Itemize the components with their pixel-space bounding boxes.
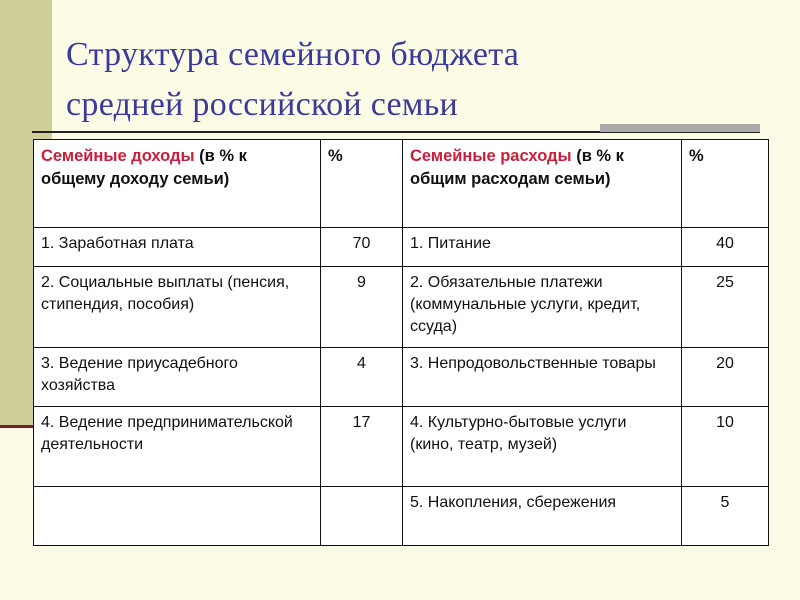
income-item: 4. Ведение предпринимательской деятельности [34, 407, 321, 487]
table-row [34, 487, 769, 546]
header-expense [403, 140, 682, 228]
header-expense-note: (в % к общим расходам семьи) [410, 147, 624, 188]
expense-item: 3. Непродовольственные товары [403, 348, 682, 407]
income-percent: 9 [321, 267, 403, 348]
title-divider-accent [600, 124, 760, 132]
expense-item: 5. Накопления, сбережения [403, 487, 682, 546]
expense-percent: 40 [682, 228, 769, 267]
table-row [34, 407, 769, 487]
table-row [34, 348, 769, 407]
expense-item: 1. Питание [403, 228, 682, 267]
table-row [34, 228, 769, 267]
income-item: 1. Заработная плата [34, 228, 321, 267]
income-percent: 17 [321, 407, 403, 487]
income-percent: 4 [321, 348, 403, 407]
header-income-percent: % [321, 140, 403, 228]
income-item [34, 487, 321, 546]
table-row [34, 267, 769, 348]
slide-title-line-2: средней российской семьи [66, 86, 459, 123]
slide-title [66, 30, 766, 130]
income-item: 2. Социальные выплаты (пенсия, стипендия, пособия) [34, 267, 321, 348]
header-expense-highlight: Семейные расходы [410, 147, 572, 165]
header-income-highlight: Семейные доходы [41, 147, 195, 165]
expense-item: 2. Обязательные платежи (коммунальные услуги, кредит, ссуда) [403, 267, 682, 348]
family-budget-table [33, 139, 769, 546]
slide-title-line-1: Структура семейного бюджета [66, 36, 520, 73]
expense-percent: 10 [682, 407, 769, 487]
table-header-row [34, 140, 769, 228]
header-income-note: (в % к общему доходу семьи) [41, 147, 247, 188]
income-item: 3. Ведение приусадебного хозяйства [34, 348, 321, 407]
header-expense-percent: % [682, 140, 769, 228]
income-percent [321, 487, 403, 546]
expense-percent: 20 [682, 348, 769, 407]
income-percent: 70 [321, 228, 403, 267]
expense-item: 4. Культурно-бытовые услуги (кино, театр, музей) [403, 407, 682, 487]
expense-percent: 25 [682, 267, 769, 348]
expense-percent: 5 [682, 487, 769, 546]
header-income [34, 140, 321, 228]
